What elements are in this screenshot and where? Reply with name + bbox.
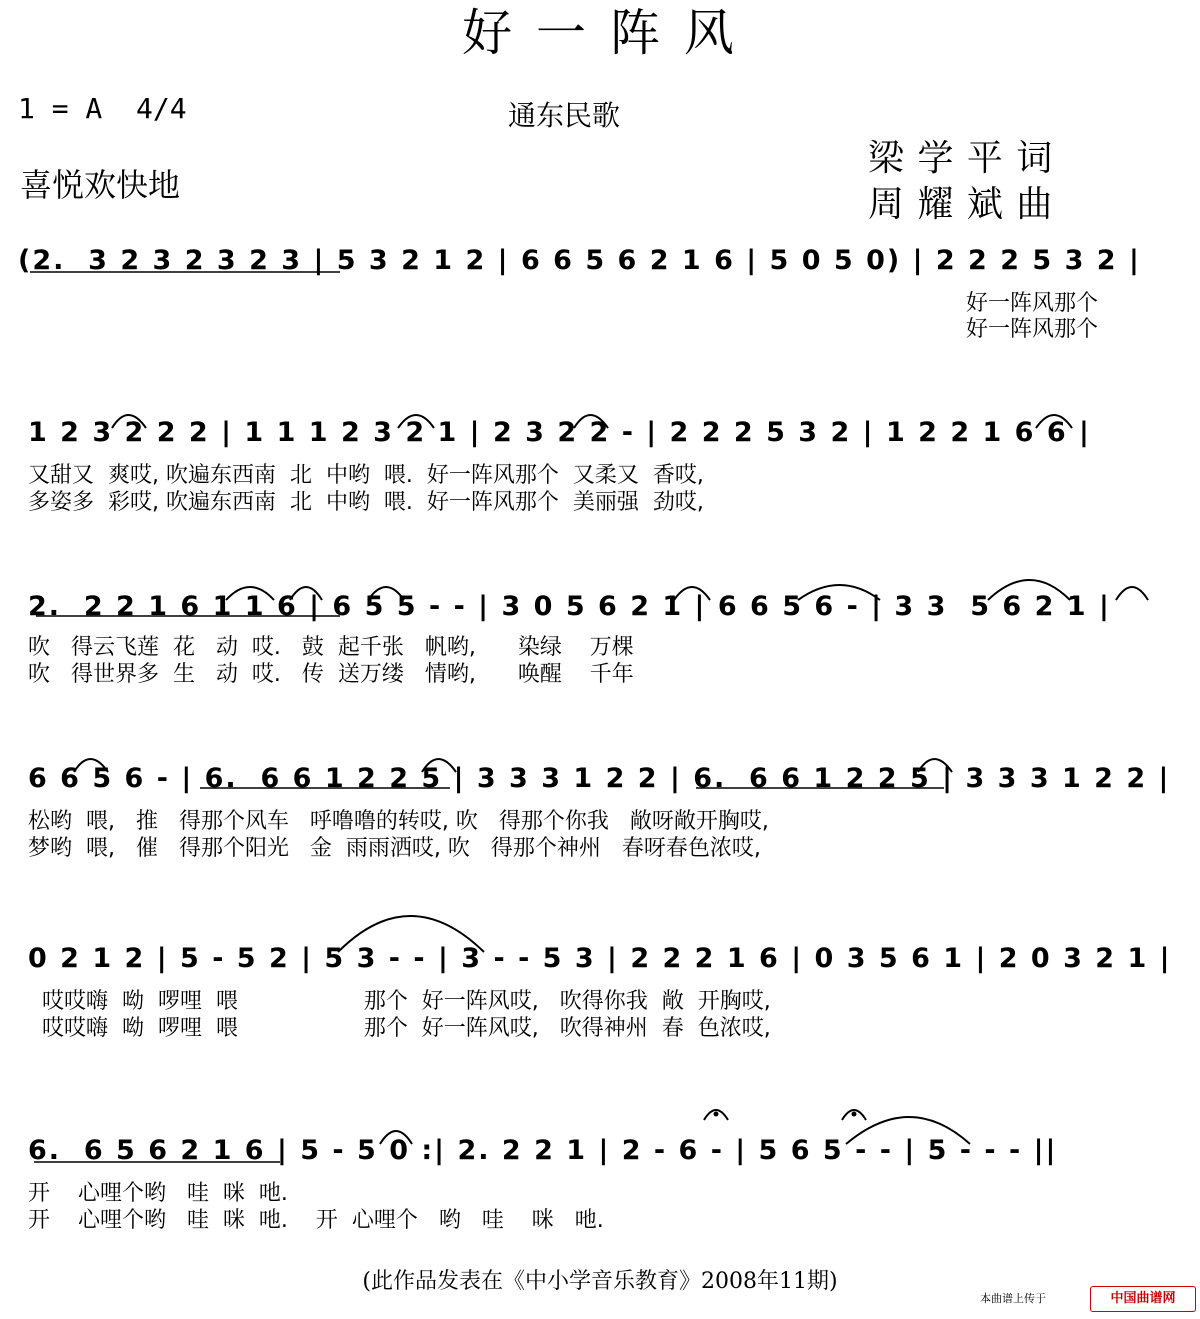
composer-credit: 周 耀 斌 曲 — [868, 184, 1054, 225]
notation-line-1: (2. 3 2 3 2 3 2 3 | 5 3 2 1 2 | 6 6 5 6 2 1 6 | 5 0 5 0) | 2 2 2 5 3 2 | — [18, 245, 1141, 276]
lyrics-line-6-verse-1: 开 心哩个哟 哇 咪 吔. — [28, 1181, 288, 1206]
notation-line-3: 2. 2 2 1 6 1 1 6 | 6 5 5 - - | 3 0 5 6 2 1 | 6 6 5 6 - | 3 3 5 6 2 1 | — [28, 591, 1111, 622]
lyrics-line-4-verse-1: 松哟 喂, 推 得那个风车 呼噜噜的转哎, 吹 得那个你我 敞呀敞开胸哎, — [28, 809, 769, 834]
notation-line-5: 0 2 1 2 | 5 - 5 2 | 5 3 - - | 3 - - 5 3 | 2 2 2 1 6 | 0 3 5 6 1 | 2 0 3 2 1 | — [28, 943, 1172, 974]
publication-note: (此作品发表在《中小学音乐教育》2008年11期) — [362, 1269, 838, 1294]
lyrics-line-2-verse-2: 多姿多 彩哎, 吹遍东西南 北 中哟 喂. 好一阵风那个 美丽强 劲哎, — [28, 490, 704, 515]
song-origin: 通东民歌 — [508, 99, 621, 132]
lyricist-credit: 梁 学 平 词 — [868, 138, 1054, 179]
lyrics-line-2-verse-1: 又甜又 爽哎, 吹遍东西南 北 中哟 喂. 好一阵风那个 又柔又 香哎, — [28, 463, 704, 488]
notation-line-4: 6 6 5 6 - | 6. 6 6 1 2 2 5 | 3 3 3 1 2 2 | 6. 6 6 1 2 2 5 | 3 3 3 1 2 2 | — [28, 763, 1171, 794]
lyrics-line-1-verse-1: 好一阵风那个 — [966, 291, 1099, 316]
tempo-marking: 喜悦欢快地 — [20, 166, 181, 204]
lyrics-line-3-verse-1: 吹 得云飞莲 花 动 哎. 鼓 起千张 帆哟, 染绿 万棵 — [28, 635, 634, 660]
notation-line-2: 1 2 3 2 2 2 | 1 1 1 2 3 2 1 | 2 3 2 2 - | 2 2 2 5 3 2 | 1 2 2 1 6 6 | — [28, 417, 1091, 448]
lyrics-line-1-verse-2: 好一阵风那个 — [966, 317, 1099, 342]
site-logo[interactable]: 中国曲谱网 — [1090, 1286, 1196, 1312]
lyrics-line-6-verse-2: 开 心哩个哟 哇 咪 吔. 开 心哩个 哟 哇 咪 吔. — [28, 1208, 604, 1233]
key-signature: 1 = A 4/4 — [18, 92, 187, 125]
upload-note: 本曲谱上传于 — [980, 1292, 1046, 1305]
lyrics-line-3-verse-2: 吹 得世界多 生 动 哎. 传 送万缕 情哟, 唤醒 千年 — [28, 662, 634, 687]
lyrics-line-4-verse-2: 梦哟 喂, 催 得那个阳光 金 雨雨洒哎, 吹 得那个神州 春呀春色浓哎, — [28, 836, 761, 861]
notation-line-6: 6. 6 5 6 2 1 6 | 5 - 5 0 :| 2. 2 2 1 | 2 - 6 - | 5 6 5 - - | 5 - - - || — [28, 1135, 1058, 1166]
lyrics-line-5-verse-2: 哎哎嗨 呦 啰哩 喂 那个 好一阵风哎, 吹得神州 春 色浓哎, — [28, 1016, 771, 1041]
song-title: 好 一 阵 风 — [462, 4, 738, 62]
lyrics-line-5-verse-1: 哎哎嗨 呦 啰哩 喂 那个 好一阵风哎, 吹得你我 敞 开胸哎, — [28, 989, 771, 1014]
